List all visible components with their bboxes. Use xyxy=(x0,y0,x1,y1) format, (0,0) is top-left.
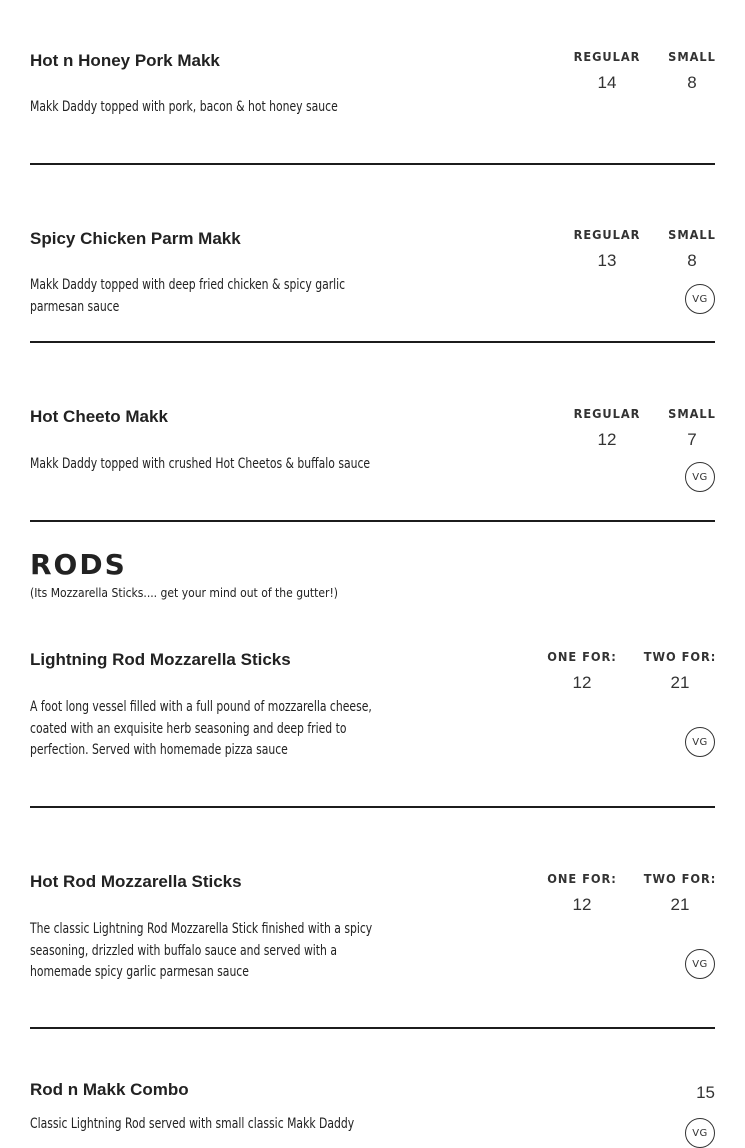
price-value: 21 xyxy=(670,895,690,914)
item-description: Classic Lightning Rod served with small classic Makk Daddy xyxy=(30,1116,355,1132)
item-description: Makk Daddy topped with pork, bacon & hot honey sauce xyxy=(30,99,338,115)
section-title: RODS xyxy=(30,548,127,581)
divider xyxy=(30,163,715,165)
price-label: REGULAR xyxy=(573,50,641,64)
price-value: 7 xyxy=(687,430,697,449)
divider xyxy=(30,520,715,522)
price-label: SMALL xyxy=(668,407,716,421)
section-subtitle: (Its Mozzarella Sticks.... get your mind out of the gutter!) xyxy=(30,586,339,600)
price-label: REGULAR xyxy=(573,407,641,421)
price-value: 14 xyxy=(597,73,617,92)
price-value: 8 xyxy=(687,251,697,270)
item-name: Hot n Honey Pork Makk xyxy=(30,51,220,70)
item-name: Spicy Chicken Parm Makk xyxy=(30,229,241,248)
divider xyxy=(30,341,715,343)
price-label: REGULAR xyxy=(573,228,641,242)
price-regular xyxy=(562,50,652,93)
vegetarian-badge: VG xyxy=(685,1118,715,1148)
price-two-for xyxy=(635,650,725,693)
price-small xyxy=(647,407,737,450)
item-name: Hot Cheeto Makk xyxy=(30,407,168,426)
divider xyxy=(30,1027,715,1029)
price-one-for xyxy=(537,650,627,693)
vegetarian-badge: VG xyxy=(685,727,715,757)
price-value: 21 xyxy=(670,673,690,692)
divider xyxy=(30,806,715,808)
price-small xyxy=(647,228,737,271)
price-label: TWO FOR: xyxy=(643,872,717,886)
price-value: 13 xyxy=(597,251,617,270)
item-name: Hot Rod Mozzarella Sticks xyxy=(30,872,242,891)
item-description: The classic Lightning Rod Mozzarella Stick finished with a spicy seasoning, drizzled with buffalo sauce and served with a homemade spicy garlic parmesan sauce xyxy=(30,921,373,980)
price-value: 12 xyxy=(572,895,592,914)
item-description: A foot long vessel filled with a full pound of mozzarella cheese, coated with an exquisite herb seasoning and deep fried to perfection. Served with homemade pizza sauce xyxy=(30,699,372,758)
price-value: 15 xyxy=(696,1083,715,1102)
price-value: 8 xyxy=(687,73,697,92)
price-label: SMALL xyxy=(668,50,716,64)
price-label: SMALL xyxy=(668,228,716,242)
price-label: ONE FOR: xyxy=(547,650,617,664)
price-small xyxy=(647,50,737,93)
vegetarian-badge: VG xyxy=(685,284,715,314)
price-label: TWO FOR: xyxy=(643,650,717,664)
vegetarian-badge: VG xyxy=(685,949,715,979)
item-description: Makk Daddy topped with deep fried chicken & spicy garlic parmesan sauce xyxy=(30,277,346,315)
price-regular xyxy=(562,228,652,271)
item-name: Rod n Makk Combo xyxy=(30,1080,189,1099)
item-name: Lightning Rod Mozzarella Sticks xyxy=(30,650,291,669)
price-label: ONE FOR: xyxy=(547,872,617,886)
price-two-for xyxy=(635,872,725,915)
vegetarian-badge: VG xyxy=(685,462,715,492)
item-description: Makk Daddy topped with crushed Hot Cheetos & buffalo sauce xyxy=(30,456,371,472)
price-value: 12 xyxy=(572,673,592,692)
price-value: 12 xyxy=(597,430,617,449)
price-regular xyxy=(562,407,652,450)
price-one-for xyxy=(537,872,627,915)
